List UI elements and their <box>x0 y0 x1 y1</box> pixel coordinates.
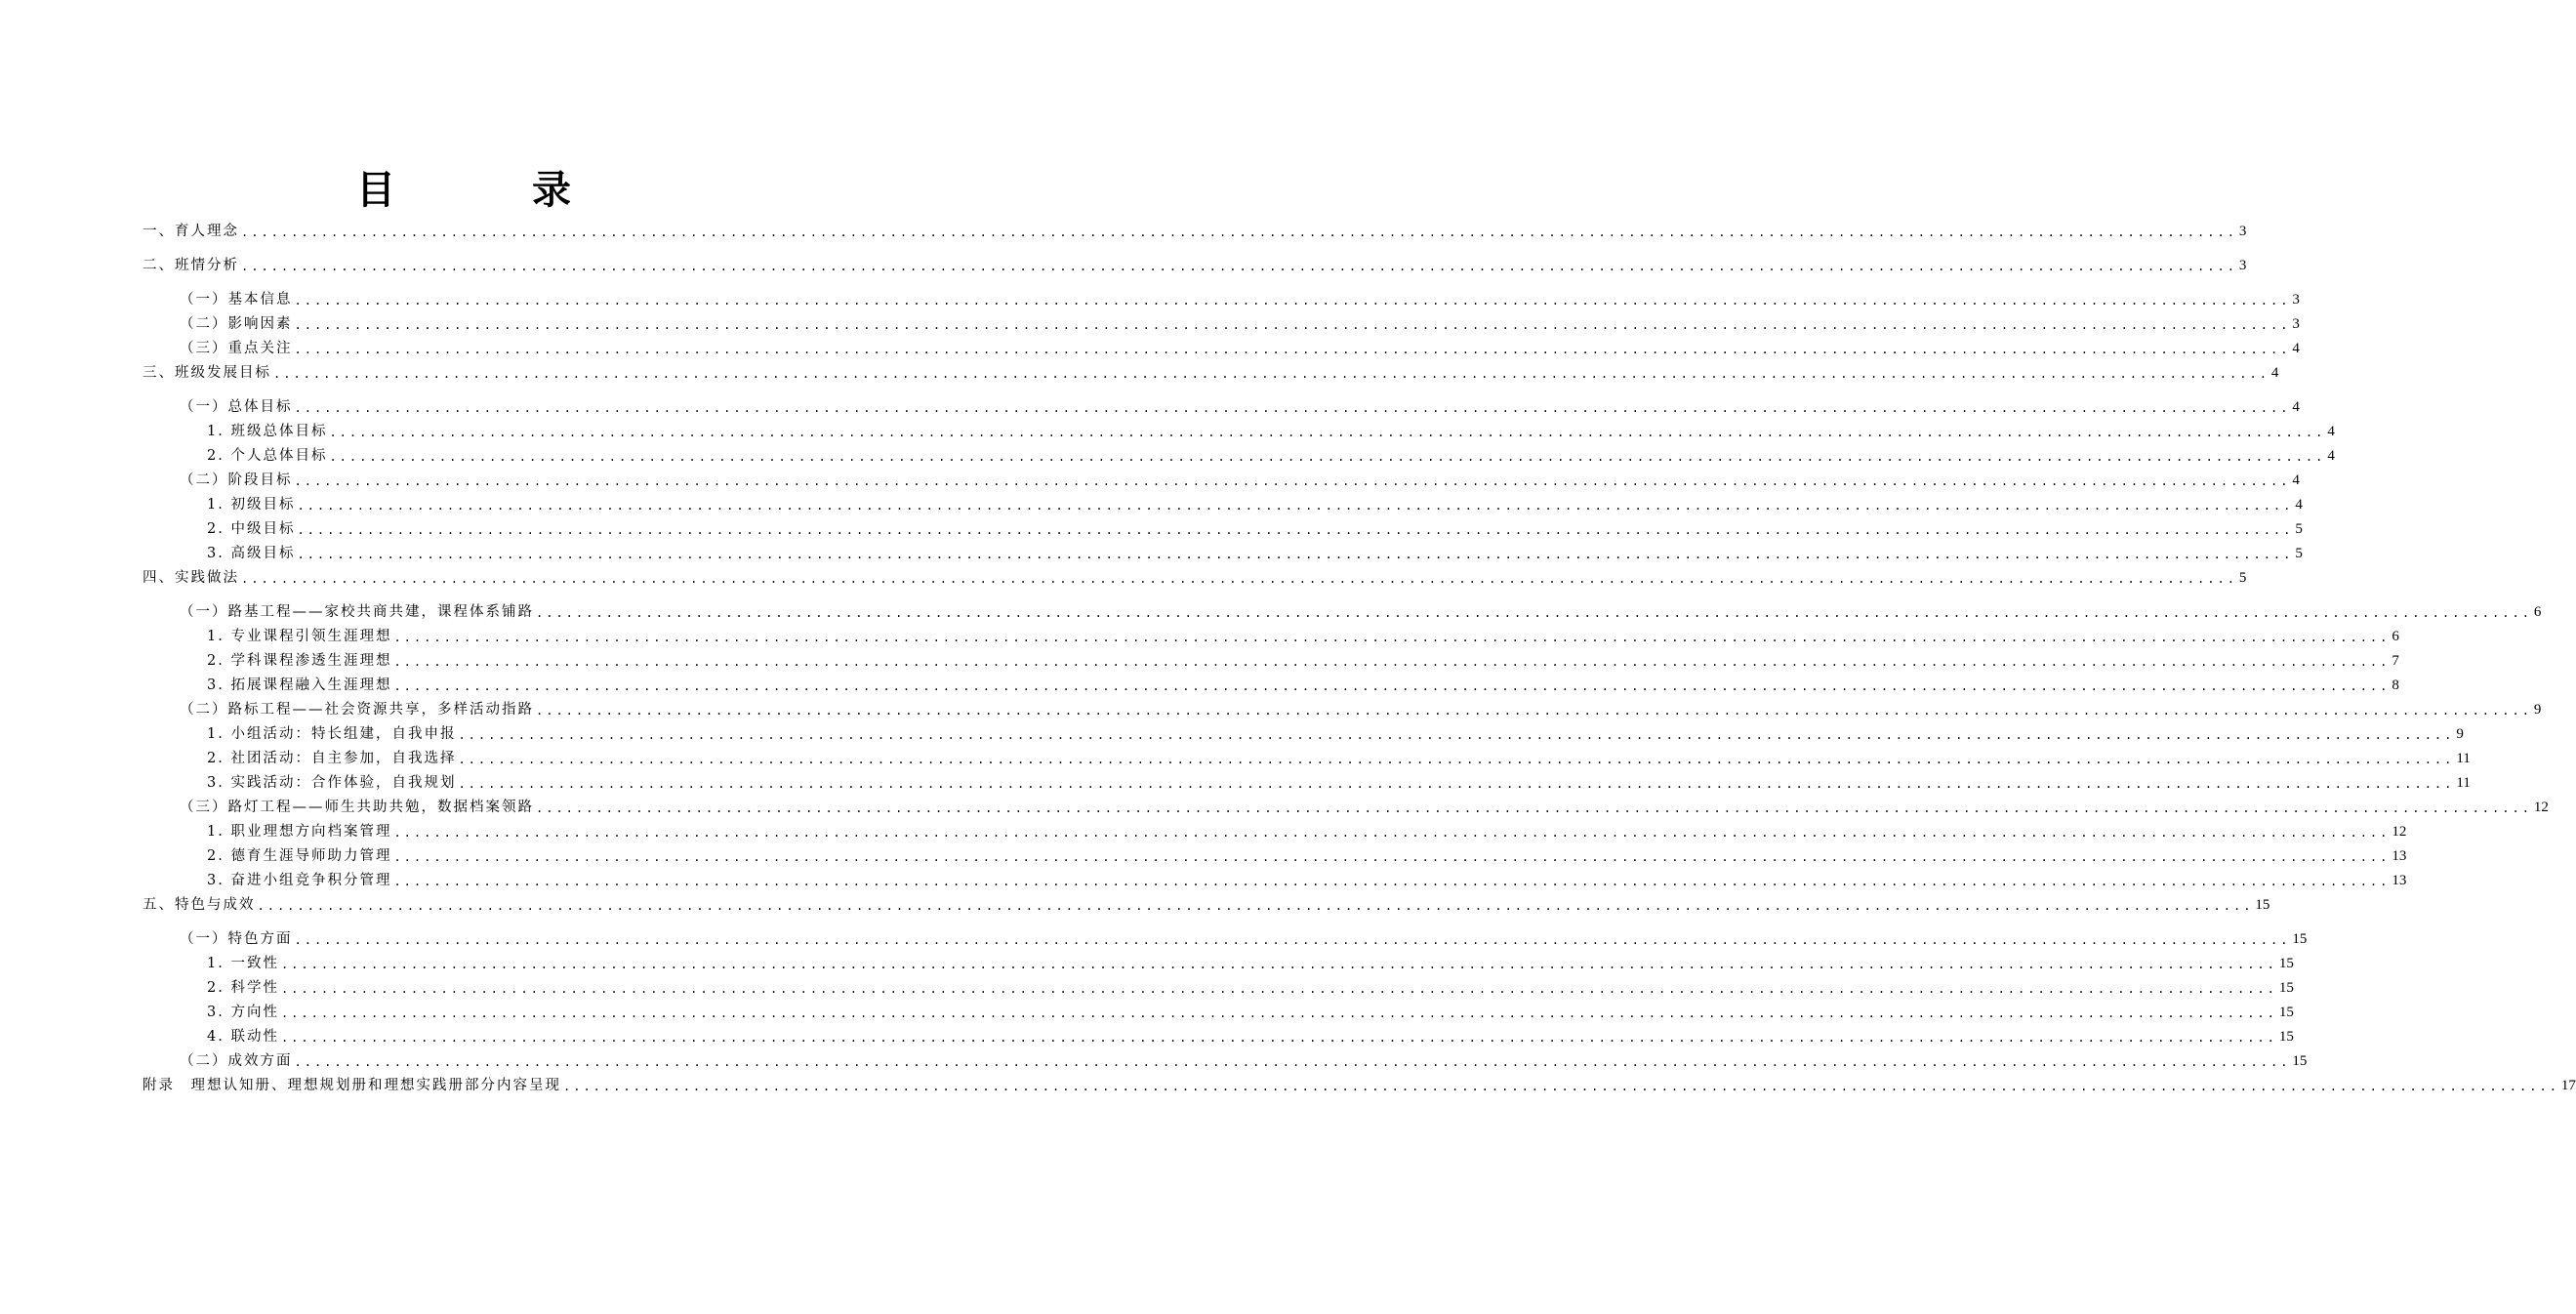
toc-entry-title: （一）路基工程——家校共商共建，课程体系铺路 <box>180 604 534 620</box>
toc-page-number: 3 <box>2292 316 2300 332</box>
toc-leader-dots: ........................................................................................................................................................................................................ <box>280 1031 2277 1045</box>
toc-leader-dots: ........................................................................................................................................................................................................ <box>536 606 2532 620</box>
toc-entry-title: （三）重点关注 <box>180 341 293 356</box>
toc-page-number: 15 <box>2278 1005 2294 1020</box>
toc-leader-dots: ........................................................................................................................................................................................................ <box>393 826 2391 840</box>
toc-leader-dots: ........................................................................................................................................................................................................ <box>273 367 2269 381</box>
toc-page-number: 4 <box>2327 424 2335 439</box>
toc-entry[interactable] <box>143 821 2407 842</box>
toc-leader-dots: ........................................................................................................................................................................................................ <box>294 933 2291 947</box>
toc-entry-title: 2. 社团活动：自主参加，自我选择 <box>207 751 457 766</box>
toc-entry[interactable] <box>143 1075 2576 1096</box>
toc-page-number: 3 <box>2292 292 2300 308</box>
toc-entry-title: 附录 理想认知册、理想规划册和理想实践册部分内容呈现 <box>143 1078 561 1093</box>
toc-entry[interactable] <box>143 626 2399 647</box>
toc-page-number: 4 <box>2270 365 2279 381</box>
toc-entry[interactable] <box>143 221 2247 242</box>
toc-entry-title: 二、班情分析 <box>143 258 239 273</box>
toc-entry[interactable] <box>143 421 2335 442</box>
toc-entry-title: 三、班级发展目标 <box>143 365 271 381</box>
toc-page-number: 6 <box>2392 629 2399 644</box>
toc-page-number: 4 <box>2295 497 2303 513</box>
toc-entry[interactable] <box>143 1050 2308 1072</box>
toc-page-number: 12 <box>2533 800 2549 815</box>
toc-entry[interactable] <box>143 675 2399 696</box>
toc-leader-dots: ........................................................................................................................................................................................................ <box>294 474 2291 488</box>
toc-page-number: 4 <box>2292 341 2300 356</box>
toc-entry[interactable] <box>143 601 2542 623</box>
toc-page-number: 17 <box>2560 1078 2576 1093</box>
toc-entry-title: 3. 方向性 <box>207 1005 279 1020</box>
toc-leader-dots: ........................................................................................................................................................................................................ <box>294 294 2291 308</box>
toc-entry[interactable] <box>143 870 2407 891</box>
toc-entry-title: （二）阶段目标 <box>180 472 293 488</box>
toc-page-number: 12 <box>2392 824 2407 840</box>
toc-page-number: 15 <box>2278 956 2294 971</box>
toc-leader-dots: ........................................................................................................................................................................................................ <box>563 1080 2559 1093</box>
toc-page-number: 7 <box>2392 653 2399 669</box>
toc-entry-title: 1. 职业理想方向档案管理 <box>207 824 392 840</box>
toc-entry-title: 4. 联动性 <box>207 1029 279 1045</box>
toc-page-number: 15 <box>2255 897 2270 913</box>
toc-entry-title: （二）路标工程——社会资源共享，多样活动指路 <box>180 702 534 718</box>
toc-entry-title: 1. 专业课程引领生涯理想 <box>207 629 392 644</box>
toc-entry[interactable] <box>143 977 2294 999</box>
toc-entry-title: 3. 高级目标 <box>207 546 296 561</box>
toc-entry[interactable] <box>143 1002 2294 1023</box>
toc-page-number: 5 <box>2238 570 2247 586</box>
toc-leader-dots: ........................................................................................................................................................................................................ <box>294 1055 2291 1069</box>
toc-entry[interactable] <box>143 338 2300 359</box>
toc-entry-title: （二）成效方面 <box>180 1053 293 1069</box>
toc-page-number: 15 <box>2278 1029 2294 1045</box>
toc-entry[interactable] <box>143 928 2308 950</box>
toc-page-number: 15 <box>2292 931 2308 947</box>
toc-leader-dots: ........................................................................................................................................................................................................ <box>393 655 2391 669</box>
toc-leader-dots: ........................................................................................................................................................................................................ <box>280 958 2277 971</box>
toc-entry-title: 五、特色与成效 <box>143 897 256 913</box>
toc-leader-dots: ........................................................................................................................................................................................................ <box>393 631 2391 644</box>
toc-page-number: 3 <box>2238 224 2247 239</box>
toc-entry[interactable] <box>143 1026 2294 1047</box>
toc-entry-title: 1. 班级总体目标 <box>207 424 328 439</box>
toc-page-number: 9 <box>2533 702 2542 718</box>
toc-page-number: 13 <box>2392 848 2407 864</box>
toc-entry-title: 2. 科学性 <box>207 980 279 996</box>
toc-entry-title: 1. 小组活动：特长组建，自我申报 <box>207 726 457 742</box>
toc-entry[interactable] <box>143 845 2407 867</box>
toc-entry-title: 1. 初级目标 <box>207 497 296 513</box>
toc-page-number: 9 <box>2456 726 2464 742</box>
toc-entry[interactable] <box>143 470 2300 491</box>
toc-entry-title: 3. 实践活动：合作体验，自我规划 <box>207 775 457 791</box>
toc-leader-dots: ........................................................................................................................................................................................................ <box>241 226 2237 239</box>
toc-entry[interactable] <box>143 445 2335 467</box>
toc-entry[interactable] <box>143 255 2247 276</box>
toc-leader-dots: ........................................................................................................................................................................................................ <box>297 523 2294 537</box>
toc-entry[interactable] <box>143 289 2300 310</box>
toc-entry[interactable] <box>143 748 2471 769</box>
toc-entry-title: 2. 中级目标 <box>207 521 296 537</box>
page-title: 目 录 <box>356 167 620 213</box>
toc-entry-title: （一）特色方面 <box>180 931 293 947</box>
toc-entry-title: 四、实践做法 <box>143 570 239 586</box>
toc-entry-title: （三）路灯工程——师生共助共勉，数据档案领路 <box>180 800 534 815</box>
toc-leader-dots: ........................................................................................................................................................................................................ <box>329 450 2326 464</box>
toc-leader-dots: ........................................................................................................................................................................................................ <box>393 850 2391 864</box>
toc-page-number: 15 <box>2292 1053 2308 1069</box>
toc-entry[interactable] <box>143 650 2399 672</box>
toc-leader-dots: ........................................................................................................................................................................................................ <box>536 704 2532 718</box>
toc-leader-dots: ........................................................................................................................................................................................................ <box>393 875 2391 888</box>
toc-leader-dots: ........................................................................................................................................................................................................ <box>241 260 2237 273</box>
toc-leader-dots: ........................................................................................................................................................................................................ <box>297 499 2294 513</box>
toc-page-number: 13 <box>2392 873 2407 888</box>
toc-entry-title: 3. 奋进小组竞争积分管理 <box>207 873 392 888</box>
toc-entry[interactable] <box>143 313 2300 335</box>
toc-leader-dots: ........................................................................................................................................................................................................ <box>280 1006 2277 1020</box>
toc-leader-dots: ........................................................................................................................................................................................................ <box>257 899 2254 913</box>
toc-entry[interactable] <box>143 396 2300 418</box>
toc-page-number: 11 <box>2456 751 2471 766</box>
toc-page-number: 3 <box>2238 258 2247 273</box>
toc-leader-dots: ........................................................................................................................................................................................................ <box>241 572 2237 586</box>
toc-page-number: 4 <box>2327 448 2335 464</box>
toc-leader-dots: ........................................................................................................................................................................................................ <box>297 548 2294 561</box>
toc-entry-title: 2. 德育生涯导师助力管理 <box>207 848 392 864</box>
toc-entry[interactable] <box>143 567 2247 589</box>
toc-entry-title: （二）影响因素 <box>180 316 293 332</box>
toc-entry[interactable] <box>143 518 2303 540</box>
toc-page-number: 4 <box>2292 472 2300 488</box>
toc-page-number: 11 <box>2456 775 2471 791</box>
toc-page-number: 5 <box>2295 521 2303 537</box>
toc-leader-dots: ........................................................................................................................................................................................................ <box>458 753 2455 766</box>
toc-entry[interactable] <box>143 953 2294 974</box>
toc-entry-title: （一）总体目标 <box>180 399 293 415</box>
toc-entry-title: 一、育人理念 <box>143 224 239 239</box>
toc-leader-dots: ........................................................................................................................................................................................................ <box>294 401 2291 415</box>
toc-entry[interactable] <box>143 894 2270 916</box>
toc-entry[interactable] <box>143 723 2464 745</box>
toc-leader-dots: ........................................................................................................................................................................................................ <box>458 777 2455 791</box>
toc-entry-title: 2. 个人总体目标 <box>207 448 328 464</box>
toc-entry[interactable] <box>143 699 2542 720</box>
toc-entry-title: 2. 学科课程渗透生涯理想 <box>207 653 392 669</box>
toc-entry[interactable] <box>143 797 2549 818</box>
toc-page-number: 6 <box>2533 604 2542 620</box>
toc-entry[interactable] <box>143 362 2279 384</box>
toc-leader-dots: ........................................................................................................................................................................................................ <box>536 801 2532 815</box>
toc-entry-title: 3. 拓展课程融入生涯理想 <box>207 678 392 693</box>
toc-leader-dots: ........................................................................................................................................................................................................ <box>393 679 2391 693</box>
toc-entry[interactable] <box>143 772 2471 794</box>
toc-leader-dots: ........................................................................................................................................................................................................ <box>329 426 2326 439</box>
toc-page-number: 4 <box>2292 399 2300 415</box>
toc-leader-dots: ........................................................................................................................................................................................................ <box>458 728 2455 742</box>
toc-leader-dots: ........................................................................................................................................................................................................ <box>280 982 2277 996</box>
toc-page-number: 5 <box>2295 546 2303 561</box>
toc-leader-dots: ........................................................................................................................................................................................................ <box>294 318 2291 332</box>
toc-leader-dots: ........................................................................................................................................................................................................ <box>294 343 2291 356</box>
toc-entry[interactable] <box>143 494 2303 515</box>
toc-page-number: 15 <box>2278 980 2294 996</box>
toc-entry[interactable] <box>143 543 2303 564</box>
toc-entry-title: （一）基本信息 <box>180 292 293 308</box>
toc-page-number: 8 <box>2392 678 2399 693</box>
toc-entry-title: 1. 一致性 <box>207 956 279 971</box>
